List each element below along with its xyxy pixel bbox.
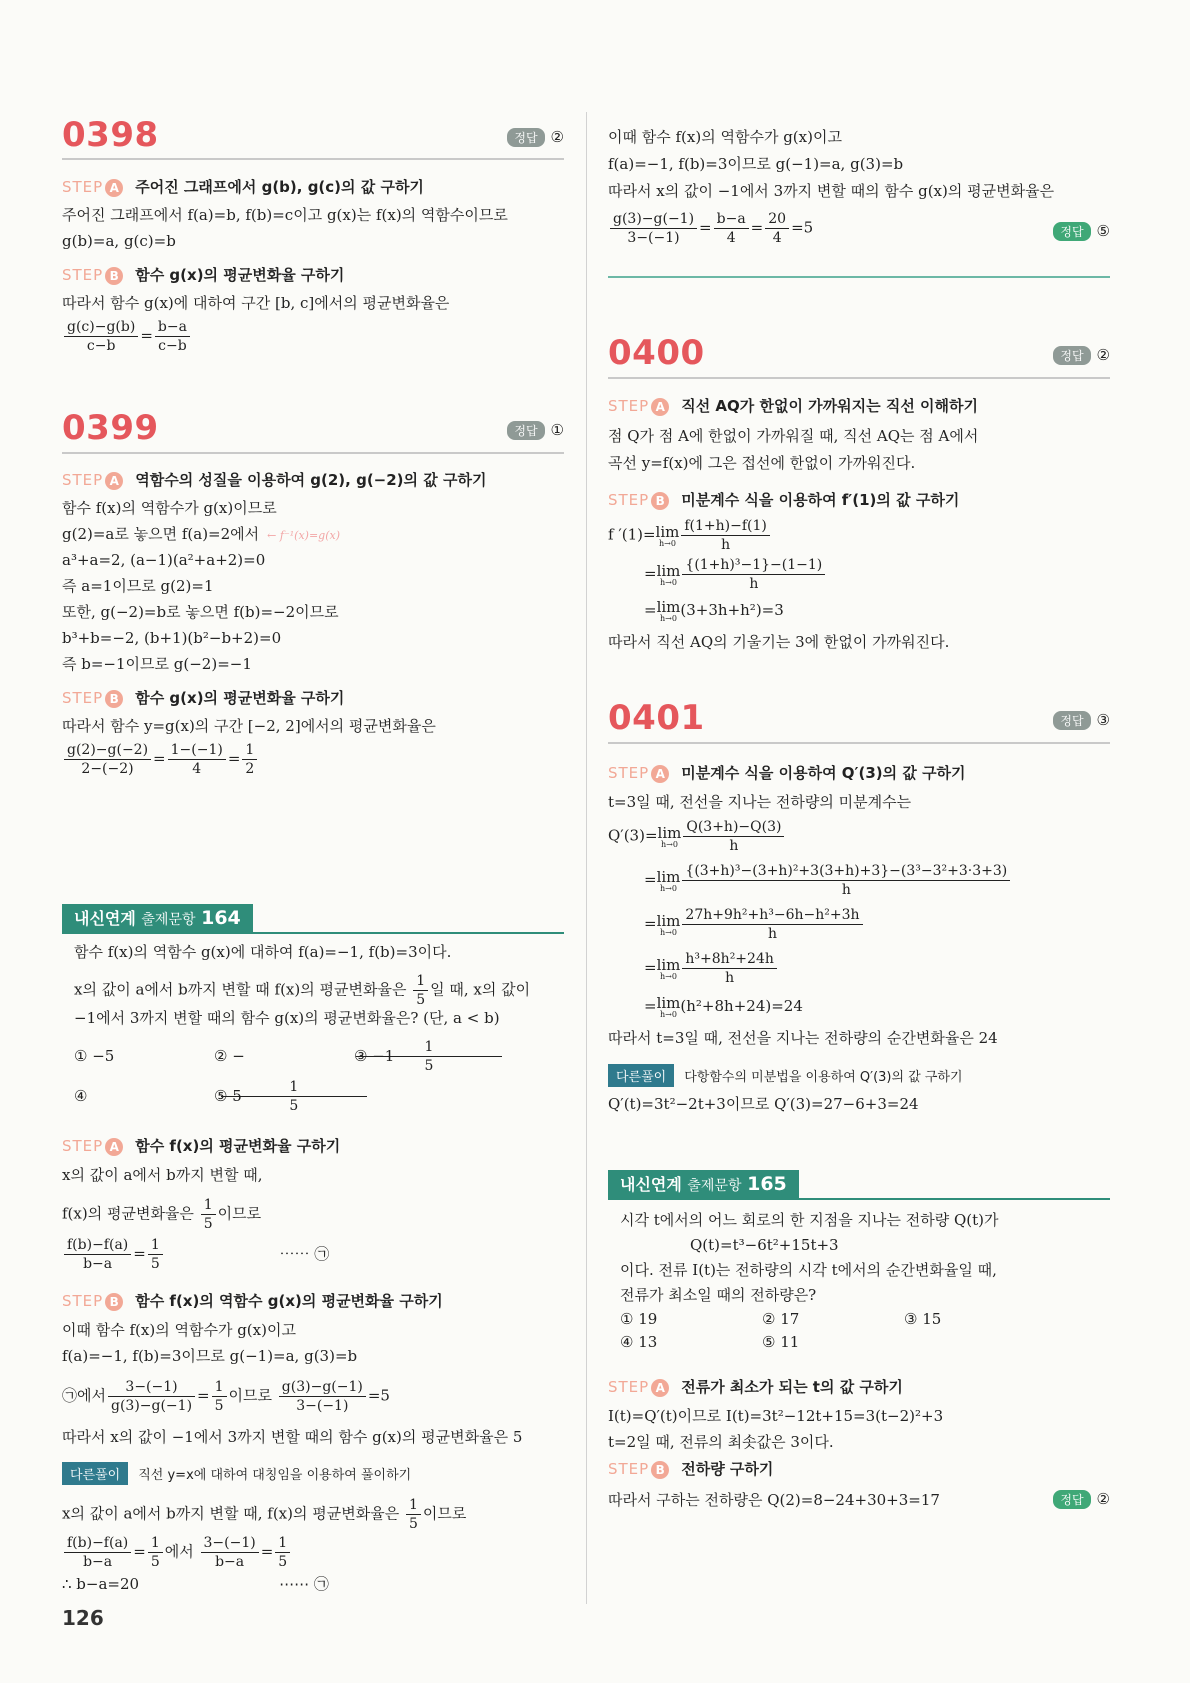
choice-1[interactable]: ① 19 xyxy=(620,1310,658,1328)
question-line: Q(t)=t³−6t²+15t+3 xyxy=(690,1236,839,1254)
answer-0401: 정답 ③ xyxy=(1053,711,1110,730)
text-line: g(b)=a, g(c)=b xyxy=(62,232,176,250)
text-line: 즉 b=−1이므로 g(−2)=−1 xyxy=(62,655,252,673)
text-line: 즉 a=1이므로 g(2)=1 xyxy=(62,577,214,595)
text-line: b³+b=−2, (b+1)(b²−b+2)=0 xyxy=(62,629,282,647)
divider-rule xyxy=(608,377,1110,379)
equation: =lim h→0 $\frac{\text{\{(1+h)³−1\}−(1−1)}}{h}$ xyxy=(644,556,827,593)
answer-choices xyxy=(620,1307,1044,1331)
answer-165: 정답 ② xyxy=(1053,1490,1110,1509)
equation: $\frac{f(b)-f(a)}{b-a}$ = $\frac{1}{5}$ ⋯⋯ ㉠ xyxy=(62,1236,329,1273)
problem-number-0398: 0398 xyxy=(62,115,159,155)
text-line: 따라서 구하는 전하량은 Q(2)=8−24+30+3=17 xyxy=(608,1491,940,1509)
equation: f ′(1)=lim h→0 $\frac{f(1+h)-f(1)}{h}$ xyxy=(608,517,772,554)
text-line: f(a)=−1, f(b)=3이므로 g(−1)=a, g(3)=b xyxy=(608,155,904,173)
question-line: −1에서 3까지 변할 때의 함수 g(x)의 평균변화율은? (단, a < b) xyxy=(74,1009,500,1027)
equation: =lim h→0 (h²+8h+24)=24 xyxy=(644,994,803,1019)
choice-5[interactable]: ⑤ 11 xyxy=(762,1333,800,1351)
problem-number-0401: 0401 xyxy=(608,698,705,738)
step-b-heading: STEP B 미분계수 식을 이용하여 f′(1)의 값 구하기 xyxy=(608,491,960,509)
answer-tag: 정답 xyxy=(507,128,544,147)
related-problem-banner-165: 내신연계 출제문항 165 xyxy=(608,1170,1110,1198)
text-line: 따라서 함수 g(x)에 대하여 구간 [b, c]에서의 평균변화율은 xyxy=(62,294,450,312)
text-line: 따라서 직선 AQ의 기울기는 3에 한없이 가까워진다. xyxy=(608,633,950,651)
text-line: 따라서 t=3일 때, 전선을 지나는 전하량의 순간변화율은 24 xyxy=(608,1029,998,1047)
step-a-heading: STEP A 직선 AQ가 한없이 가까워지는 직선 이해하기 xyxy=(608,397,979,415)
text-line: 이때 함수 f(x)의 역함수가 g(x)이고 xyxy=(62,1321,296,1339)
equation: $\frac{g(3)-g(-1)}{3-(-1)}$ = $\frac{b-a}{4}$ = $\frac{20}{4}$ =5 xyxy=(608,210,813,247)
problem-number-0400: 0400 xyxy=(608,333,705,373)
equation: ㉠에서 $\frac{3-(-1)}{g(3)-g(-1)}$ = $\frac{1}{5}$ 이므로 $\frac{g(3)-g(-1)}{3-(-1)}$ =5 xyxy=(62,1379,390,1414)
choice-4[interactable]: ④ $\frac{1}{5}$ xyxy=(74,1078,214,1115)
problem-number-0399: 0399 xyxy=(62,408,159,448)
question-line: 시각 t에서의 어느 회로의 한 지점을 지나는 전하량 Q(t)가 xyxy=(620,1211,999,1229)
text-line: 따라서 함수 y=g(x)의 구간 [−2, 2]에서의 평균변화율은 xyxy=(62,717,436,735)
column-divider xyxy=(586,112,587,1604)
choice-3[interactable]: ③ −1 xyxy=(354,1046,395,1065)
answer-value: ② xyxy=(550,128,564,146)
answer-0400: 정답 ② xyxy=(1053,346,1110,365)
equation: $\frac{g(c)-g(b)}{c-b}$ = $\frac{b-a}{c-b}$ xyxy=(62,318,192,355)
step-a-heading: STEP A 미분계수 식을 이용하여 Q′(3)의 값 구하기 xyxy=(608,764,966,782)
choice-1[interactable]: ① −5 xyxy=(74,1046,115,1065)
text-line: f(a)=−1, f(b)=3이므로 g(−1)=a, g(3)=b xyxy=(62,1347,358,1365)
text-line: t=3일 때, 전선을 지나는 전하량의 미분계수는 xyxy=(608,793,912,811)
answer-choices xyxy=(620,1330,902,1354)
text-line: ∴ b−a=20 ⋯⋯ ㉠ xyxy=(62,1575,329,1593)
related-problem-banner-164: 내신연계 출제문항 164 xyxy=(62,904,564,932)
alternative-solution-label: 다른풀이 직선 y=x에 대하여 대칭임을 이용하여 풀이하기 xyxy=(62,1462,411,1485)
choice-2[interactable]: ② 17 xyxy=(762,1310,800,1328)
text-line: 또한, g(−2)=b로 놓으면 f(b)=−2이므로 xyxy=(62,603,339,621)
equation: =lim h→0 $\frac{\text{h³+8h²+24h}}{h}$ xyxy=(644,950,779,987)
text-line: a³+a=2, (a−1)(a²+a+2)=0 xyxy=(62,551,266,569)
step-b-heading: STEP B 함수 f(x)의 역함수 g(x)의 평균변화율 구하기 xyxy=(62,1292,443,1310)
step-b-heading: STEP B 함수 g(x)의 평균변화율 구하기 xyxy=(62,266,345,284)
text-line: t=2일 때, 전류의 최솟값은 3이다. xyxy=(608,1433,834,1451)
equation: Q′(3)=lim h→0 $\frac{Q(3+h)-Q(3)}{h}$ xyxy=(608,818,786,855)
text-line: I(t)=Q′(t)이므로 I(t)=3t²−12t+15=3(t−2)²+3 xyxy=(608,1407,944,1425)
text-line: 점 Q가 점 A에 한없이 가까워질 때, 직선 AQ는 점 A에서 xyxy=(608,427,979,445)
choice-2[interactable]: ② − $\frac{1}{5}$ xyxy=(214,1038,354,1075)
step-a-heading: STEP A 역함수의 성질을 이용하여 g(2), g(−2)의 값 구하기 xyxy=(62,471,487,489)
text-line: 따라서 x의 값이 −1에서 3까지 변할 때의 함수 g(x)의 평균변화율은 xyxy=(608,182,1055,200)
text-line: 함수 f(x)의 역함수가 g(x)이므로 xyxy=(62,499,277,517)
equation: =lim h→0 $\frac{\text{\{(3+h)³−(3+h)²+3(3+h)+3\}−(3³−3²+3·3+3)}}{h}$ xyxy=(644,862,1012,899)
equation: $\frac{f(b)-f(a)}{b-a}$ = $\frac{1}{5}$ 에서 $\frac{3-(-1)}{b-a}$ = $\frac{1}{5}$ xyxy=(62,1534,292,1571)
text-line: x의 값이 a에서 b까지 변할 때, f(x)의 평균변화율은 $\frac{1}{5}$ 이므로 xyxy=(62,1497,467,1532)
fraction: $\frac{b-a}{c-b}$ xyxy=(155,318,190,355)
answer-0398 xyxy=(507,128,564,147)
margin-note: ← f⁻¹(x)=g(x) xyxy=(267,529,340,542)
step-a-heading: STEP A 함수 f(x)의 평균변화율 구하기 xyxy=(62,1137,341,1155)
divider-rule xyxy=(608,276,1110,278)
step-a-heading: STEP A 주어진 그래프에서 g(b), g(c)의 값 구하기 xyxy=(62,178,424,196)
equation: $\frac{g(2)-g(-2)}{2-(-2)}$ = $\frac{1-(-1)}{4}$ = $\frac{1}{2}$ xyxy=(62,741,259,778)
equation: =lim h→0 (3+3h+h²)=3 xyxy=(644,598,784,623)
alternative-solution-label: 다른풀이 다항함수의 미분법을 이용하여 Q′(3)의 값 구하기 xyxy=(608,1064,963,1087)
step-b-heading: STEP B 함수 g(x)의 평균변화율 구하기 xyxy=(62,689,345,707)
choice-4[interactable]: ④ 13 xyxy=(620,1333,658,1351)
answer-0399: 정답 ① xyxy=(507,421,564,440)
text-line: 곡선 y=f(x)에 그은 접선에 한없이 가까워진다. xyxy=(608,454,916,472)
step-b-heading: STEP B 전하량 구하기 xyxy=(608,1460,774,1478)
equation: =lim h→0 $\frac{\text{27h+9h²+h³−6h−h²+3h}}{h}$ xyxy=(644,906,865,943)
step-a-heading: STEP A 전류가 최소가 되는 t의 값 구하기 xyxy=(608,1378,903,1396)
divider-rule xyxy=(62,452,564,454)
choice-5[interactable]: ⑤ 5 xyxy=(214,1086,242,1105)
fraction: $\frac{g(c)-g(b)}{c-b}$ xyxy=(64,318,138,355)
text-line: 따라서 x의 값이 −1에서 3까지 변할 때의 함수 g(x)의 평균변화율은 5 xyxy=(62,1428,523,1446)
text-line: f(x)의 평균변화율은 $\frac{1}{5}$ 이므로 xyxy=(62,1197,262,1232)
text-line: x의 값이 a에서 b까지 변할 때, xyxy=(62,1166,263,1184)
page-number: 126 xyxy=(62,1606,104,1630)
answer-0399-cont: 정답 ⑤ xyxy=(1053,222,1110,241)
text-line: 이때 함수 f(x)의 역함수가 g(x)이고 xyxy=(608,128,842,146)
divider-rule xyxy=(62,158,564,160)
choice-3[interactable]: ③ 15 xyxy=(904,1310,942,1328)
question-line: 이다. 전류 I(t)는 전하량의 시각 t에서의 순간변화율일 때, xyxy=(620,1261,997,1279)
answer-choices xyxy=(74,1078,354,1115)
answer-choices xyxy=(74,1038,494,1075)
question-line: x의 값이 a에서 b까지 변할 때 f(x)의 평균변화율은 $\frac{1}{5}$ 일 때, x의 값이 xyxy=(74,973,531,1008)
question-line: 함수 f(x)의 역함수 g(x)에 대하여 f(a)=−1, f(b)=3이다. xyxy=(74,943,452,961)
text-line: Q′(t)=3t²−2t+3이므로 Q′(3)=27−6+3=24 xyxy=(608,1095,919,1113)
text-line: g(2)=a로 놓으면 f(a)=2에서 ← f⁻¹(x)=g(x) xyxy=(62,525,340,543)
divider-rule xyxy=(608,742,1110,744)
text-line: 주어진 그래프에서 f(a)=b, f(b)=c이고 g(x)는 f(x)의 역함수이므로 xyxy=(62,206,508,224)
question-line: 전류가 최소일 때의 전하량은? xyxy=(620,1286,817,1304)
